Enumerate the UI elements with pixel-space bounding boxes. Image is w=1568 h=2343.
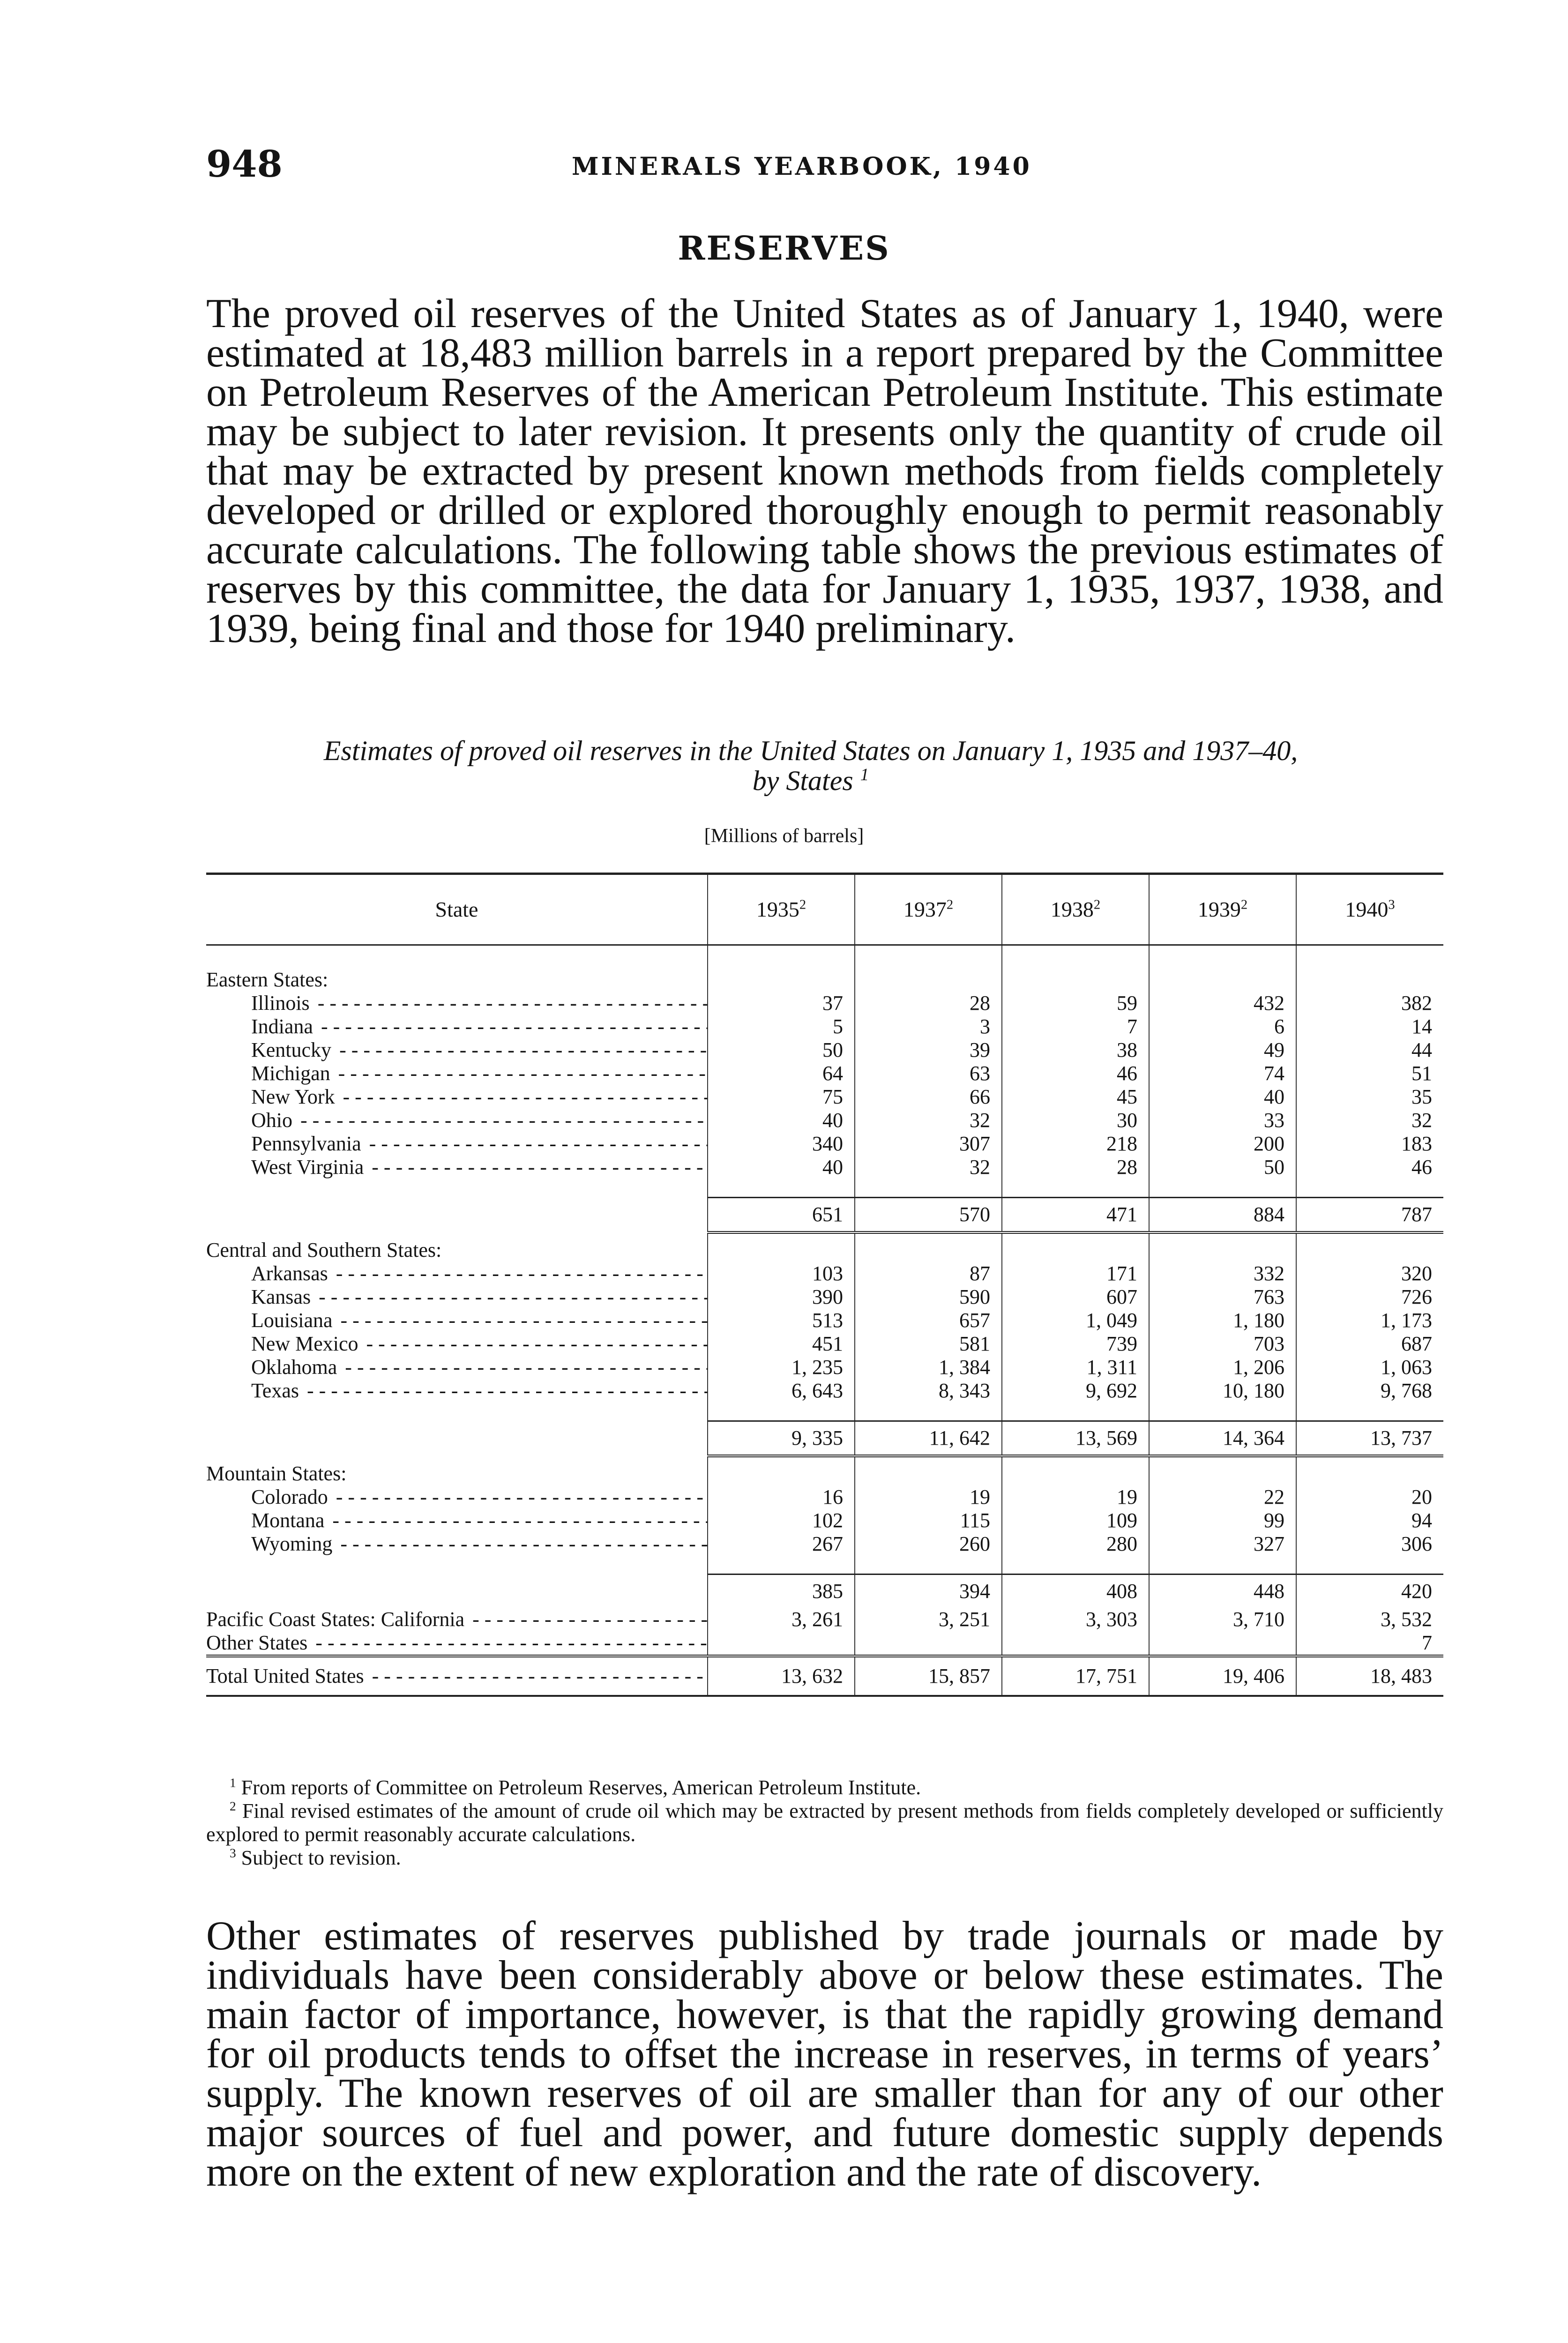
table-row [206, 1608, 1443, 1631]
value-cell: 51 [1296, 1062, 1443, 1085]
table-row [206, 1109, 1443, 1132]
state-name: Kansas [251, 1285, 314, 1308]
value-cell: 46 [1002, 1062, 1149, 1085]
value-cell: 8, 343 [855, 1379, 1002, 1403]
value-cell: 280 [1002, 1532, 1149, 1556]
table-row [206, 1631, 1443, 1656]
value-cell: 50 [1149, 1156, 1296, 1179]
value-cell: 63 [855, 1062, 1002, 1085]
value-cell [855, 1631, 1002, 1656]
state-name: Indiana [251, 1015, 316, 1038]
value-cell: 30 [1002, 1109, 1149, 1132]
value-cell: 267 [708, 1532, 855, 1556]
subtotal-cell: 408 [1002, 1574, 1149, 1608]
value-cell: 183 [1296, 1132, 1443, 1156]
value-cell: 50 [708, 1038, 855, 1062]
state-name: Kentucky [251, 1038, 334, 1061]
value-cell: 37 [708, 992, 855, 1015]
value-cell [1002, 1631, 1149, 1656]
value-cell: 1, 311 [1002, 1356, 1149, 1379]
subtotal-cell: 651 [708, 1198, 855, 1233]
table-row [206, 1132, 1443, 1156]
value-cell: 14 [1296, 1015, 1443, 1038]
value-cell: 40 [1149, 1085, 1296, 1109]
value-cell: 327 [1149, 1532, 1296, 1556]
subtotal-cell: 14, 364 [1149, 1421, 1296, 1456]
table-row [206, 1262, 1443, 1285]
intro-paragraph: The proved oil reserves of the United States as of January 1, 1940, were estimated at 18,483 million barrels in a report prepared by the Committee on Petroleum Reserves of the American Petroleum Institute. This estimate may be subject to later revision. It presents only the quantity of crude oil that may be extracted by present known methods from fields completely developed or drilled or explored thoroughly enough to permit reasonably accurate calculations. The following table shows the previous estimates of reserves by this committee, the data for January 1, 1935, 1937, 1938, and 1939, being final and those for 1940 preliminary. [206, 291, 1443, 651]
state-name: Wyoming [251, 1532, 335, 1555]
value-cell: 45 [1002, 1085, 1149, 1109]
value-cell: 3, 532 [1296, 1608, 1443, 1631]
group-heading-row [206, 968, 1443, 992]
value-cell: 40 [708, 1156, 855, 1179]
value-cell: 320 [1296, 1262, 1443, 1285]
table-row [206, 1485, 1443, 1509]
subtotal-cell: 13, 737 [1296, 1421, 1443, 1456]
value-cell: 16 [708, 1485, 855, 1509]
group-heading-row [206, 1456, 1443, 1485]
table-row [206, 1156, 1443, 1179]
value-cell: 35 [1296, 1085, 1443, 1109]
table-row [206, 1532, 1443, 1556]
value-cell: 1, 049 [1002, 1309, 1149, 1332]
value-cell: 10, 180 [1149, 1379, 1296, 1403]
table-row [206, 1085, 1443, 1109]
group-heading-central: Central and Southern States: [206, 1239, 442, 1261]
value-cell: 382 [1296, 992, 1443, 1015]
table-caption-line2: by States [752, 765, 853, 796]
footnotes [206, 1776, 1443, 1870]
value-cell: 7 [1002, 1015, 1149, 1038]
value-cell: 115 [855, 1509, 1002, 1532]
value-cell: 20 [1296, 1485, 1443, 1509]
total-cell: 15, 857 [855, 1656, 1002, 1696]
value-cell: 607 [1002, 1285, 1149, 1309]
total-cell: 13, 632 [708, 1656, 855, 1696]
value-cell: 3, 261 [708, 1608, 855, 1631]
column-header-1938: 1938$^2$ [1002, 874, 1149, 945]
value-cell: 171 [1002, 1262, 1149, 1285]
total-cell: 19, 406 [1149, 1656, 1296, 1696]
table-row [206, 1038, 1443, 1062]
value-cell: 99 [1149, 1509, 1296, 1532]
state-name: Louisiana [251, 1309, 336, 1332]
value-cell: 44 [1296, 1038, 1443, 1062]
column-header-1937: 1937$^2$ [855, 874, 1002, 945]
table-caption [178, 736, 1443, 796]
value-cell: 94 [1296, 1509, 1443, 1532]
state-name: Pacific Coast States: California [206, 1608, 467, 1631]
group-heading-eastern: Eastern States: [206, 968, 329, 991]
value-cell: 451 [708, 1332, 855, 1356]
table-row [206, 1379, 1443, 1403]
state-name: Other States [206, 1631, 310, 1654]
state-name: Pennsylvania [251, 1132, 364, 1155]
subtotal-row [206, 1198, 1443, 1233]
value-cell: 74 [1149, 1062, 1296, 1085]
value-cell: 1, 206 [1149, 1356, 1296, 1379]
total-cell: 17, 751 [1002, 1656, 1149, 1696]
value-cell: 9, 768 [1296, 1379, 1443, 1403]
table-caption-footnote-ref: 1 [860, 765, 869, 784]
total-cell: 18, 483 [1296, 1656, 1443, 1696]
value-cell: 66 [855, 1085, 1002, 1109]
subtotal-cell: 385 [708, 1574, 855, 1608]
value-cell: 726 [1296, 1285, 1443, 1309]
value-cell: 40 [708, 1109, 855, 1132]
value-cell: 109 [1002, 1509, 1149, 1532]
table-header-row [206, 874, 1443, 945]
subtotal-cell: 9, 335 [708, 1421, 855, 1456]
value-cell: 340 [708, 1132, 855, 1156]
value-cell: 3, 303 [1002, 1608, 1149, 1631]
value-cell: 28 [1002, 1156, 1149, 1179]
state-name: Illinois [251, 992, 313, 1015]
value-cell: 32 [855, 1109, 1002, 1132]
value-cell: 307 [855, 1132, 1002, 1156]
value-cell: 581 [855, 1332, 1002, 1356]
subtotal-cell: 787 [1296, 1198, 1443, 1233]
table-caption-line1: Estimates of proved oil reserves in the United States on January 1, 1935 and 1937–40, [323, 735, 1298, 766]
value-cell: 38 [1002, 1038, 1149, 1062]
state-name: Oklahoma [251, 1356, 340, 1379]
table-row [206, 1332, 1443, 1356]
value-cell [1149, 1631, 1296, 1656]
value-cell: 513 [708, 1309, 855, 1332]
closing-paragraph: Other estimates of reserves published by trade journals or made by individuals have been considerably above or below these estimates. The main factor of importance, however, is that the rapidly growing demand for oil products tends to offset the increase in reserves, in terms of years’ supply. The known reserves of oil are smaller than for any of our other major sources of fuel and power, and future domestic supply depends more on the extent of new exploration and the rate of discovery. [206, 1913, 1443, 2195]
value-cell: 75 [708, 1085, 855, 1109]
value-cell: 5 [708, 1015, 855, 1038]
subtotal-cell: 420 [1296, 1574, 1443, 1608]
total-label: Total United States [206, 1664, 367, 1687]
value-cell: 260 [855, 1532, 1002, 1556]
value-cell: 739 [1002, 1332, 1149, 1356]
value-cell [708, 1631, 855, 1656]
subtotal-cell: 13, 569 [1002, 1421, 1149, 1456]
subtotal-cell: 570 [855, 1198, 1002, 1233]
value-cell: 33 [1149, 1109, 1296, 1132]
subtotal-cell: 471 [1002, 1198, 1149, 1233]
value-cell: 6 [1149, 1015, 1296, 1038]
state-name: New York [251, 1085, 337, 1108]
column-header-1939: 1939$^2$ [1149, 874, 1296, 945]
subtotal-cell: 884 [1149, 1198, 1296, 1233]
value-cell: 6, 643 [708, 1379, 855, 1403]
value-cell: 1, 235 [708, 1356, 855, 1379]
value-cell: 306 [1296, 1532, 1443, 1556]
value-cell: 218 [1002, 1132, 1149, 1156]
subtotal-cell: 394 [855, 1574, 1002, 1608]
value-cell: 432 [1149, 992, 1296, 1015]
page-number: 948 [206, 143, 283, 186]
value-cell: 1, 063 [1296, 1356, 1443, 1379]
state-name: Michigan [251, 1062, 333, 1085]
value-cell: 87 [855, 1262, 1002, 1285]
table-units: [Millions of barrels] [704, 825, 864, 847]
value-cell: 103 [708, 1262, 855, 1285]
state-name: West Virginia [251, 1156, 366, 1179]
value-cell: 102 [708, 1509, 855, 1532]
value-cell: 1, 173 [1296, 1309, 1443, 1332]
value-cell: 59 [1002, 992, 1149, 1015]
value-cell: 703 [1149, 1332, 1296, 1356]
section-title: RESERVES [678, 229, 890, 268]
table-row [206, 1509, 1443, 1532]
state-name: Texas [251, 1379, 302, 1402]
reserves-table [206, 873, 1443, 1697]
value-cell: 590 [855, 1285, 1002, 1309]
value-cell: 46 [1296, 1156, 1443, 1179]
footnote: $^3$ Subject to revision. [230, 1846, 401, 1869]
table-row [206, 1356, 1443, 1379]
value-cell: 3, 710 [1149, 1608, 1296, 1631]
value-cell: 28 [855, 992, 1002, 1015]
table-row [206, 1285, 1443, 1309]
footnote: $^2$ Final revised estimates of the amount of crude oil which may be extracted by present methods from fields completely developed or sufficiently explored to permit reasonably accurate calculations. [206, 1799, 1444, 1846]
value-cell: 9, 692 [1002, 1379, 1149, 1403]
value-cell: 3, 251 [855, 1608, 1002, 1631]
column-header-1940: 1940$^3$ [1296, 874, 1443, 945]
state-name: Colorado [251, 1485, 331, 1508]
value-cell: 22 [1149, 1485, 1296, 1509]
value-cell: 32 [855, 1156, 1002, 1179]
subtotal-row [206, 1421, 1443, 1456]
running-title: MINERALS YEARBOOK, 1940 [572, 152, 1032, 181]
value-cell: 763 [1149, 1285, 1296, 1309]
state-name: Ohio [251, 1109, 295, 1132]
group-heading-row [206, 1232, 1443, 1262]
state-name: Arkansas [251, 1262, 331, 1285]
group-heading-mountain: Mountain States: [206, 1462, 347, 1485]
value-cell: 687 [1296, 1332, 1443, 1356]
value-cell: 657 [855, 1309, 1002, 1332]
total-row [206, 1656, 1443, 1696]
subtotal-cell: 448 [1149, 1574, 1296, 1608]
value-cell: 19 [855, 1485, 1002, 1509]
value-cell: 49 [1149, 1038, 1296, 1062]
value-cell: 200 [1149, 1132, 1296, 1156]
column-header-1935: 1935$^2$ [708, 874, 855, 945]
value-cell: 332 [1149, 1262, 1296, 1285]
subtotal-cell: 11, 642 [855, 1421, 1002, 1456]
value-cell: 39 [855, 1038, 1002, 1062]
value-cell: 64 [708, 1062, 855, 1085]
state-name: New Mexico [251, 1332, 361, 1355]
state-name: Montana [251, 1509, 327, 1532]
value-cell: 1, 384 [855, 1356, 1002, 1379]
value-cell: 19 [1002, 1485, 1149, 1509]
value-cell: 1, 180 [1149, 1309, 1296, 1332]
table-row [206, 1062, 1443, 1085]
value-cell: 3 [855, 1015, 1002, 1038]
table-row [206, 992, 1443, 1015]
value-cell: 390 [708, 1285, 855, 1309]
table-row [206, 1309, 1443, 1332]
subtotal-row [206, 1574, 1443, 1608]
value-cell: 32 [1296, 1109, 1443, 1132]
table-row [206, 1015, 1443, 1038]
column-header-state: State [206, 874, 708, 945]
value-cell: 7 [1296, 1631, 1443, 1656]
footnote: $^1$ From reports of Committee on Petroleum Reserves, American Petroleum Institute. [230, 1776, 921, 1799]
